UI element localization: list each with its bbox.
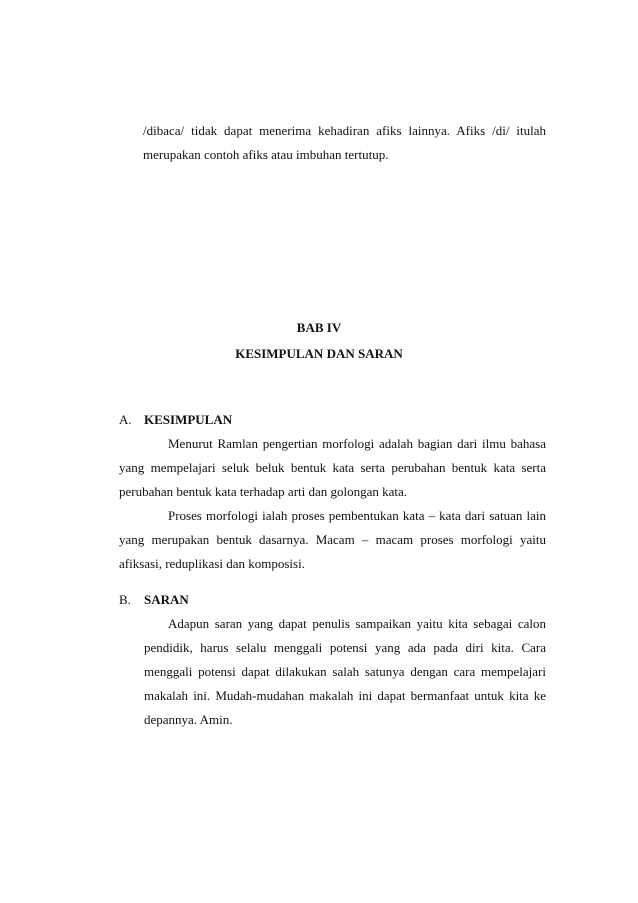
section-a-p1-line-1: Menurut Ramlan pengertian morfologi adalah bagian dari ilmu bahasa (168, 436, 546, 451)
chapter-number: BAB IV (296, 320, 342, 335)
section-a-p2-line-3: afiksasi, reduplikasi dan komposisi. (119, 556, 305, 571)
section-a-p2-line-1: Proses morfologi ialah proses pembentukan kata – kata dari satuan lain (168, 508, 546, 523)
section-b-line-3: menggali potensi dapat dilakukan salah satunya dengan cara mempelajari (144, 664, 546, 679)
section-a-p1-line-2: yang mempelajari seluk beluk bentuk kata serta perubahan bentuk kata serta (119, 460, 546, 475)
section-b-line-4: makalah ini. Mudah-mudahan makalah ini dapat bermanfaat untuk kita ke (144, 688, 546, 703)
continuation-line-2: merupakan contoh afiks atau imbuhan tertutup. (143, 147, 389, 162)
section-b-line-1: Adapun saran yang dapat penulis sampaikan yaitu kita sebagai calon (168, 616, 546, 631)
section-b-heading: SARAN (144, 592, 189, 607)
section-b-line-2: pendidik, harus selalu menggali potensi yang ada pada diri kita. Cara (144, 640, 546, 655)
section-a-marker: A. (119, 412, 132, 427)
section-a-heading: KESIMPULAN (144, 412, 233, 427)
section-b-line-5: depannya. Amin. (144, 712, 233, 727)
section-b-marker: B. (119, 592, 131, 607)
continuation-line-1: /dibaca/ tidak dapat menerima kehadiran afiks lainnya. Afiks /di/ itulah (143, 123, 546, 138)
section-a-p2-line-2: yang merupakan bentuk dasarnya. Macam – macam proses morfologi yaitu (119, 532, 546, 547)
section-a-p1-line-3: perubahan bentuk kata terhadap arti dan golongan kata. (119, 484, 408, 499)
chapter-title: KESIMPULAN DAN SARAN (235, 346, 403, 361)
